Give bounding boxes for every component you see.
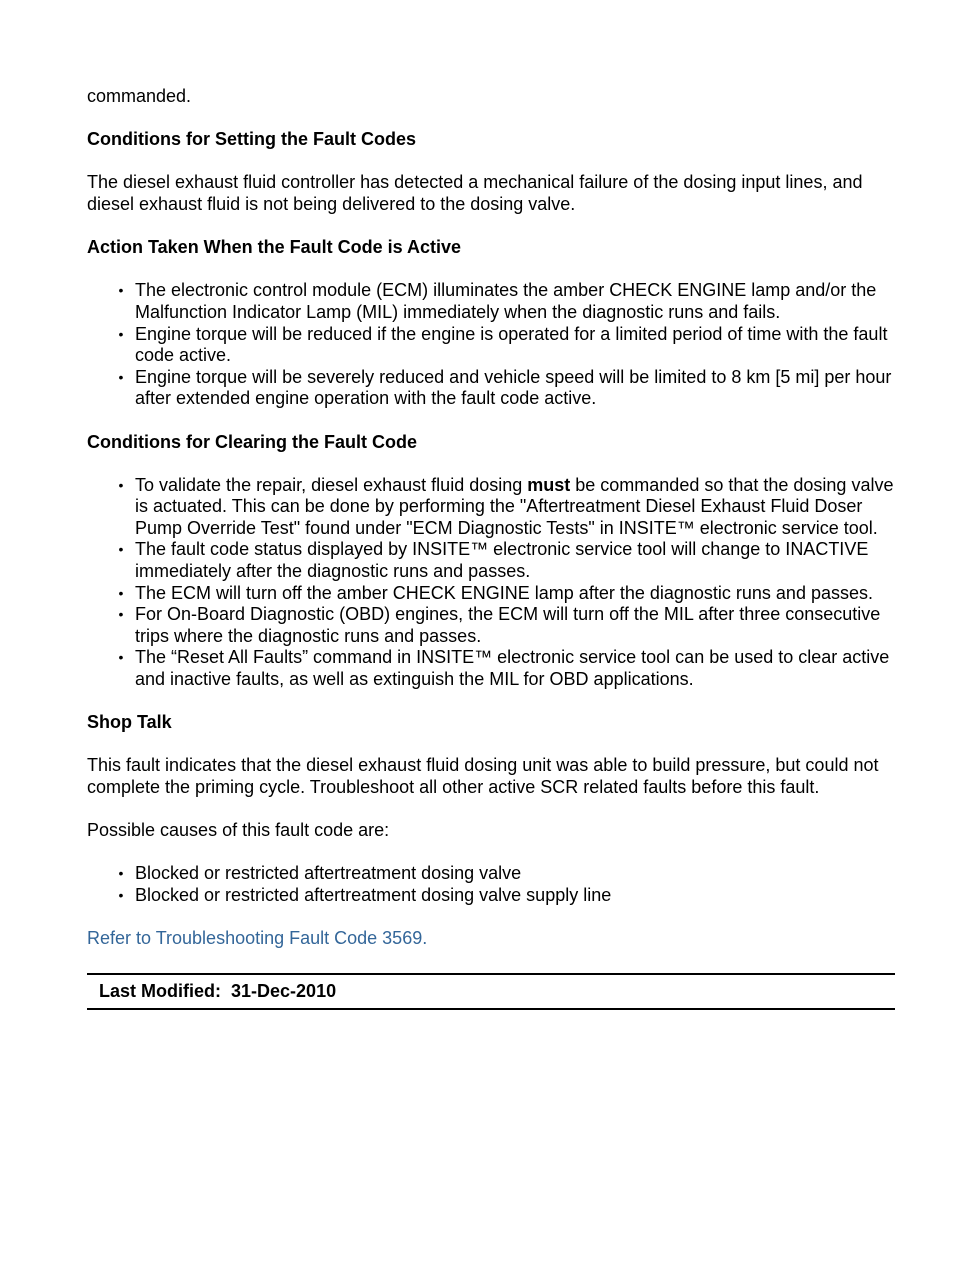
bullet-icon: •	[118, 865, 124, 882]
list-item	[118, 604, 895, 647]
clearing-list	[87, 475, 895, 691]
last-modified-bar	[87, 973, 895, 1011]
list-item-text: Blocked or restricted aftertreatment dosing valve	[135, 863, 522, 884]
list-item-text: Engine torque will be severely reduced and vehicle speed will be limited to 8 km [5 mi] per hour after extended engine operation with the fault code active.	[135, 366, 892, 409]
last-modified-date: 31-Dec-2010	[231, 980, 337, 1001]
list-item	[118, 280, 895, 323]
list-item	[118, 366, 895, 410]
list-item-text-post: be commanded so that the dosing valve is actuated. This can be done by performing the "Aftertreatment Diesel Exhaust Fluid Doser Pump Override Test" found under "ECM Diagnostic Tests" in INSITE™ electronic service tool.	[135, 474, 894, 538]
list-item-text: The electronic control module (ECM) illuminates the amber CHECK ENGINE lamp and/or the Malfunction Indicator Lamp (MIL) immediately when the diagnostic runs and fails.	[135, 280, 877, 322]
last-modified-label: Last Modified:	[99, 980, 221, 1001]
shop-talk-heading: Shop Talk	[87, 712, 172, 733]
action-heading: Action Taken When the Fault Code is Active	[87, 237, 462, 258]
troubleshooting-link[interactable]: Refer to Troubleshooting Fault Code 3569.	[87, 928, 428, 949]
list-item-text: For On-Board Diagnostic (OBD) engines, the ECM will turn off the MIL after three consecutive trips where the diagnostic runs and passes.	[135, 604, 881, 646]
action-list	[87, 280, 895, 410]
shop-talk-body: This fault indicates that the diesel exhaust fluid dosing unit was able to build pressure, but could not complete the priming cycle. Troubleshoot all other active SCR related faults before this fault.	[87, 755, 879, 797]
list-item	[118, 647, 895, 690]
causes-list	[87, 863, 895, 906]
bullet-icon: •	[118, 325, 124, 342]
list-item-text: The fault code status displayed by INSITE™ electronic service tool will change to INACTIVE immediately after the diagnostic runs and passes.	[135, 539, 869, 582]
setting-heading: Conditions for Setting the Fault Codes	[87, 129, 416, 150]
setting-body: The diesel exhaust fluid controller has detected a mechanical failure of the dosing input lines, and diesel exhaust fluid is not being delivered to the dosing valve.	[87, 172, 863, 214]
document-page	[87, 86, 895, 1010]
causes-intro: Possible causes of this fault code are:	[87, 820, 390, 841]
list-item	[118, 884, 895, 907]
bullet-icon: •	[118, 606, 124, 623]
list-item	[118, 474, 895, 540]
bullet-icon: •	[118, 649, 124, 666]
bullet-icon: •	[118, 541, 124, 558]
list-item	[118, 863, 895, 885]
clearing-heading: Conditions for Clearing the Fault Code	[87, 431, 417, 452]
bullet-icon: •	[118, 886, 124, 903]
bullet-icon: •	[118, 476, 124, 493]
emphasis-must: must	[527, 474, 571, 495]
bullet-icon: •	[118, 282, 124, 299]
list-item-text: Engine torque will be reduced if the engine is operated for a limited period of time with the fault code active.	[135, 323, 888, 366]
bullet-icon: •	[118, 584, 124, 601]
intro-fragment: commanded.	[87, 86, 192, 106]
list-item-text: The ECM will turn off the amber CHECK ENGINE lamp after the diagnostic runs and passes.	[135, 582, 873, 603]
list-item-text: Blocked or restricted aftertreatment dosing valve supply line	[135, 884, 612, 905]
list-item	[118, 323, 895, 367]
bullet-icon: •	[118, 368, 124, 385]
list-item-text-pre: To validate the repair, diesel exhaust fluid dosing	[135, 474, 528, 495]
list-item	[118, 582, 895, 605]
list-item	[118, 539, 895, 582]
list-item-text: The “Reset All Faults” command in INSITE™ electronic service tool can be used to clear active and inactive faults, as well as extinguish the MIL for OBD applications.	[135, 647, 890, 690]
